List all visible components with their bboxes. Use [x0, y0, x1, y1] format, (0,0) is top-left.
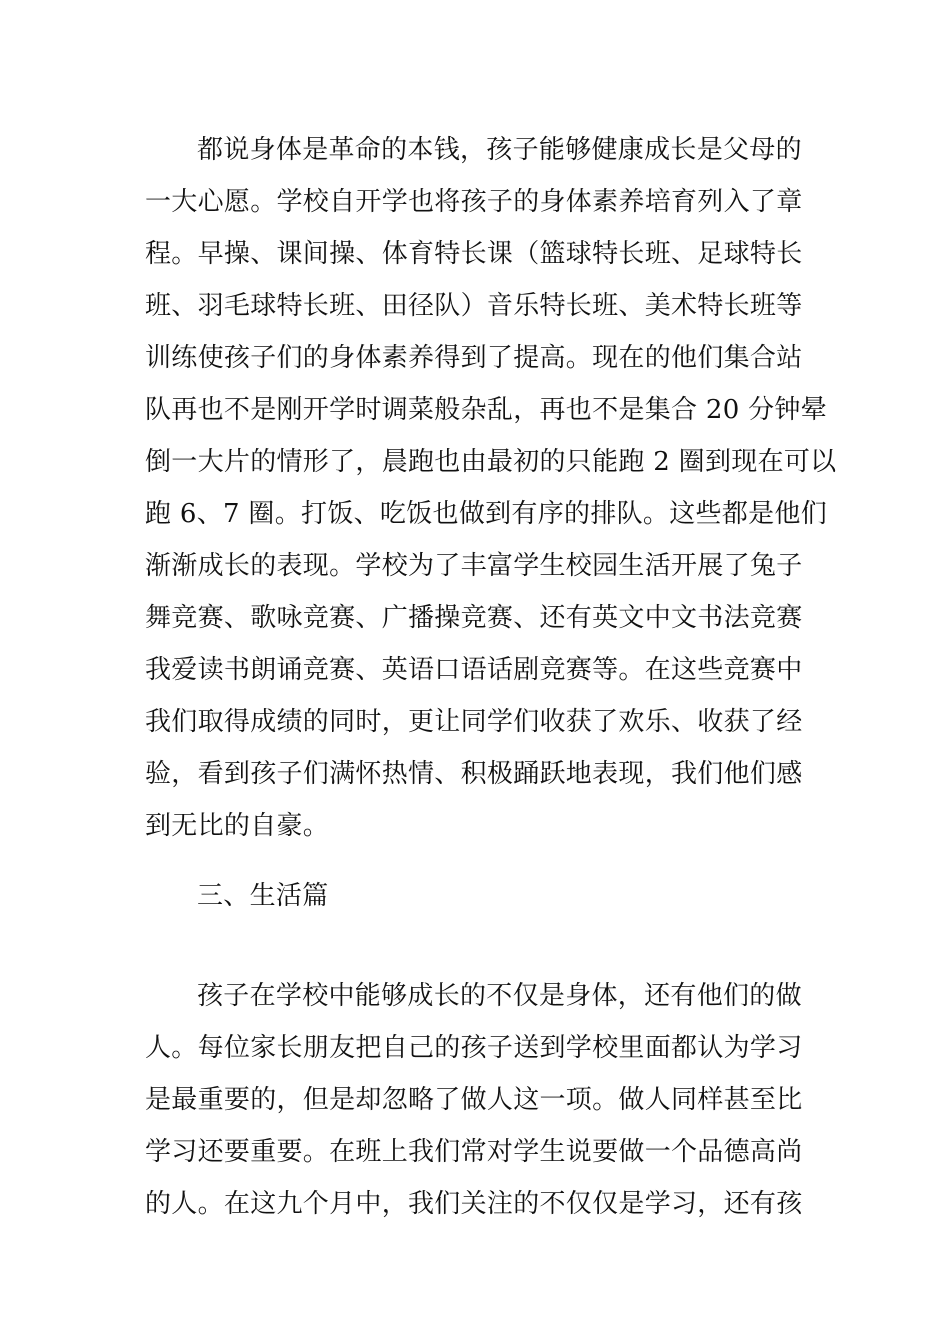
paragraph-line: 班、羽毛球特长班、田径队）音乐特长班、美术特长班等: [145, 291, 803, 321]
paragraph-character-growth: [145, 970, 815, 1230]
section-heading-text: 三、生活篇: [197, 881, 329, 911]
paragraph-line: 跑 6、7 圈。打饭、吃饭也做到有序的排队。这些都是他们: [145, 499, 828, 529]
paragraph-line: 我们取得成绩的同时，更让同学们收获了欢乐、收获了经: [145, 707, 803, 737]
paragraph-line: 舞竞赛、歌咏竞赛、广播操竞赛、还有英文中文书法竞赛: [145, 603, 803, 633]
paragraph-line: 程。早操、课间操、体育特长课（篮球特长班、足球特长: [145, 239, 803, 269]
paragraph-line: 孩子在学校中能够成长的不仅是身体，还有他们的做: [197, 981, 802, 1011]
paragraph-line: 一大心愿。学校自开学也将孩子的身体素养培育列入了章: [145, 187, 803, 217]
paragraph-line: 我爱读书朗诵竞赛、英语口语话剧竞赛等。在这些竞赛中: [145, 655, 803, 685]
paragraph-line: 是最重要的，但是却忽略了做人这一项。做人同样甚至比: [145, 1085, 803, 1115]
paragraph-line: 都说身体是革命的本钱，孩子能够健康成长是父母的: [197, 135, 802, 165]
paragraph-line: 倒一大片的情形了，晨跑也由最初的只能跑 2 圈到现在可以: [145, 447, 837, 477]
paragraph-line: 的人。在这九个月中，我们关注的不仅仅是学习，还有孩: [145, 1189, 803, 1219]
paragraph-line: 训练使孩子们的身体素养得到了提高。现在的他们集合站: [145, 343, 803, 373]
section-heading: [145, 870, 815, 922]
paragraph-line: 学习还要重要。在班上我们常对学生说要做一个品德高尚: [145, 1137, 803, 1167]
paragraph-physical-growth: [145, 124, 837, 852]
paragraph-line: 队再也不是刚开学时调菜般杂乱，再也不是集合 20 分钟晕: [145, 395, 828, 425]
paragraph-line: 渐渐成长的表现。学校为了丰富学生校园生活开展了兔子: [145, 551, 803, 581]
paragraph-line: 验，看到孩子们满怀热情、积极踊跃地表现，我们他们感: [145, 759, 803, 789]
paragraph-line: 到无比的自豪。: [145, 811, 330, 841]
paragraph-line: 人。每位家长朋友把自己的孩子送到学校里面都认为学习: [145, 1033, 803, 1063]
